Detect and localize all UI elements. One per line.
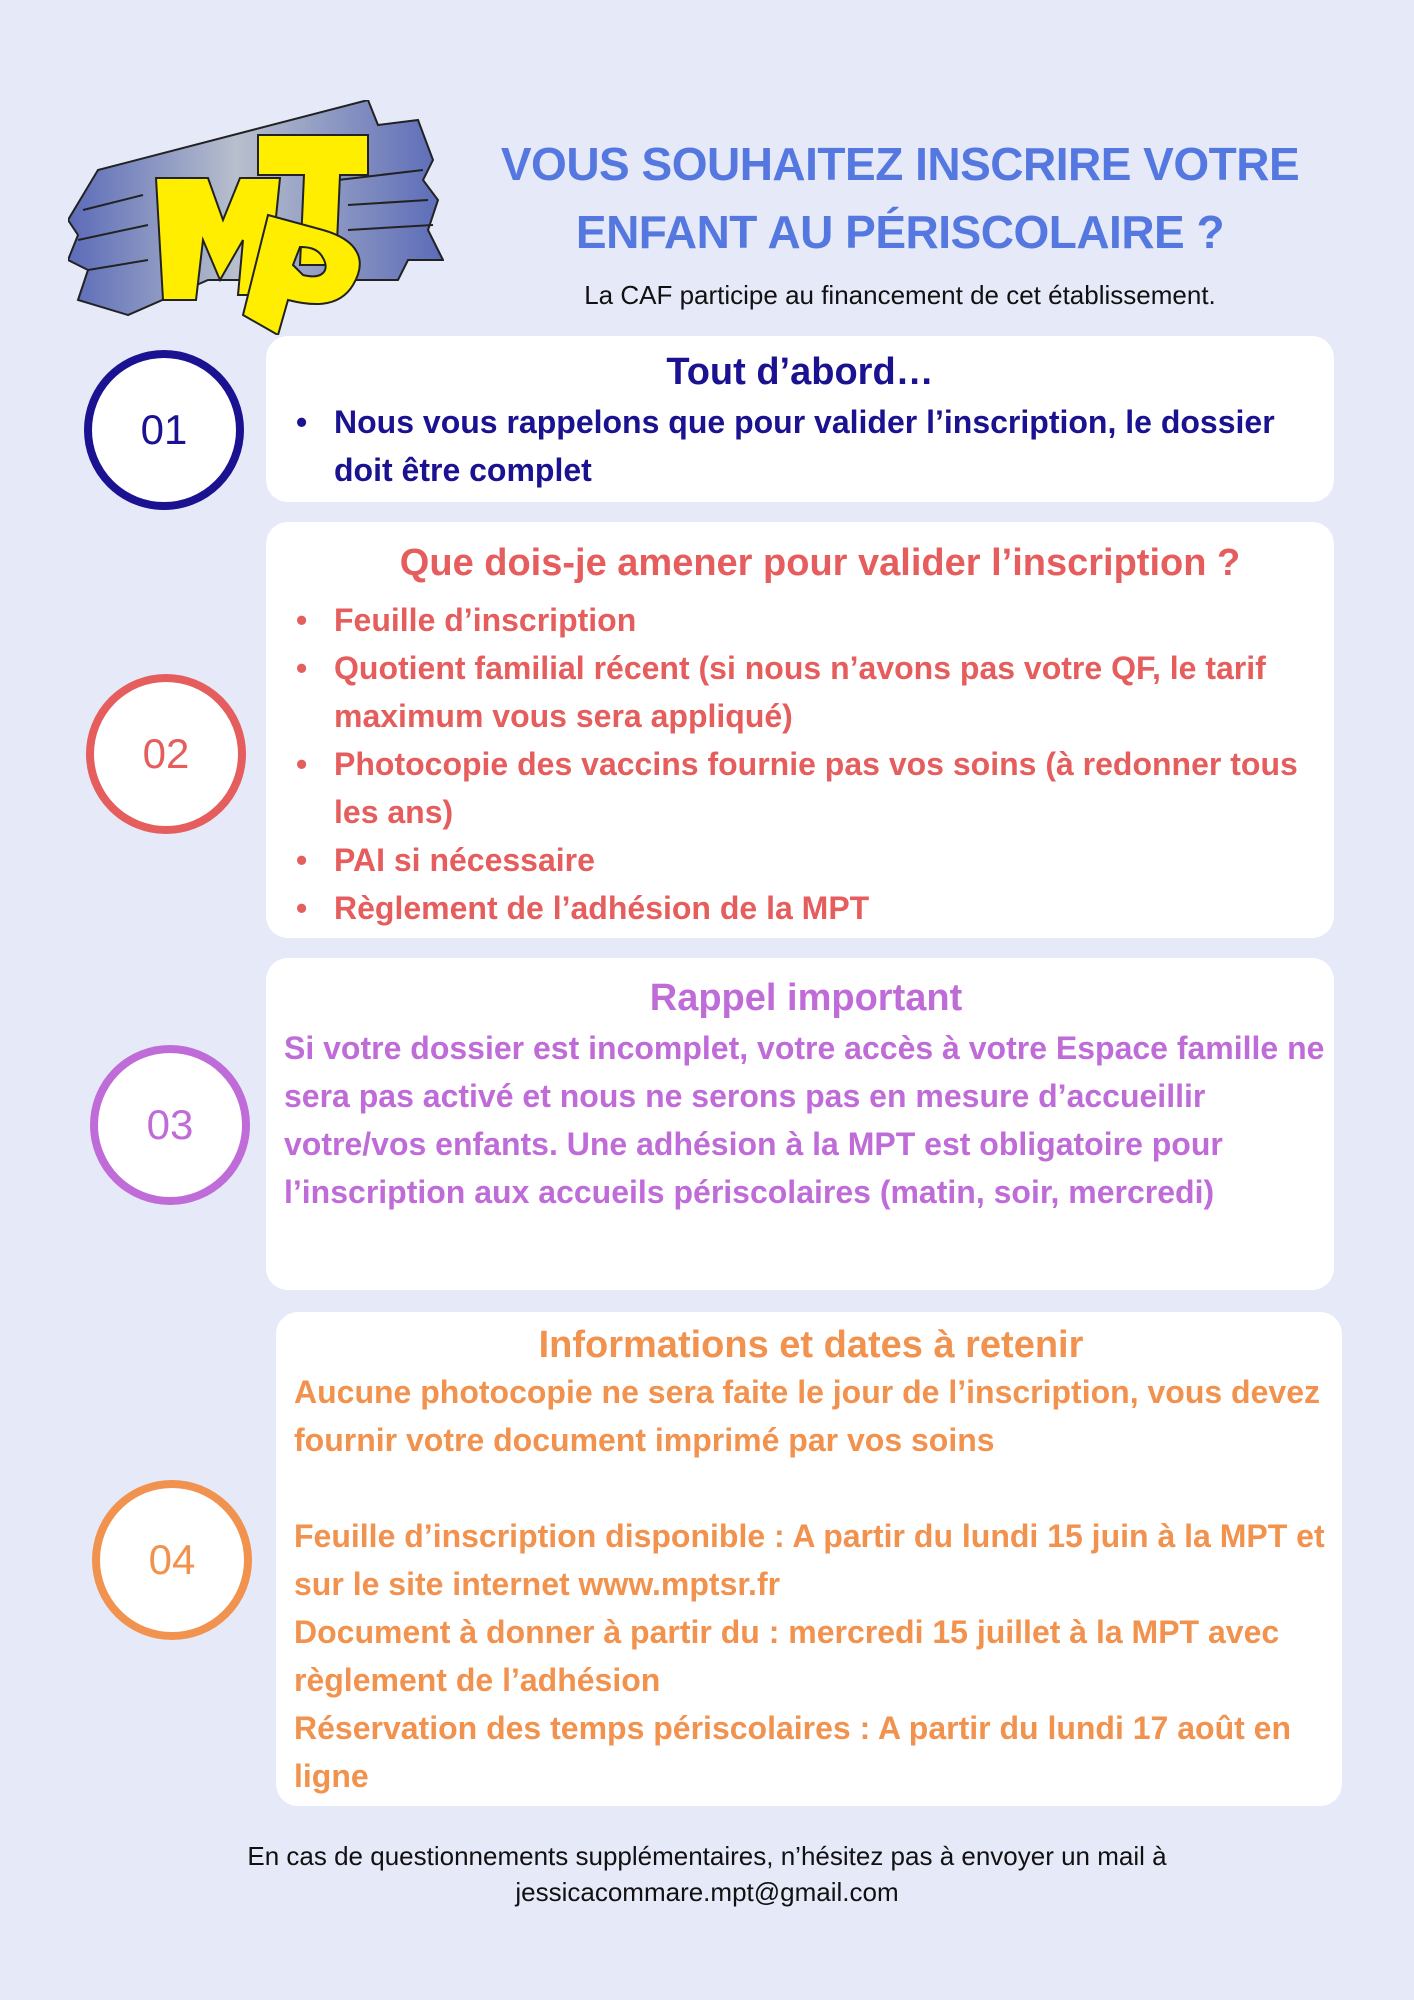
section-title: Tout d’abord… [666,351,934,393]
list-item: • Feuille d’inscription [266,596,1314,644]
section-card-rappel [266,958,1334,1290]
section-card-informations [276,1312,1342,1806]
step-number: 04 [148,1536,196,1583]
contact-footer [150,1838,1264,1910]
section-card-documents [266,522,1334,938]
contact-text: En cas de questionnements supplémentaires, n’hésitez pas à envoyer un mail à [247,1841,1167,1871]
page-title [470,130,1330,266]
list-item: • PAI si nécessaire [266,836,1314,884]
section-title: Informations et dates à retenir [538,1324,1084,1366]
step-badge-01 [84,350,244,510]
title-line-2: ENFANT AU PÉRISCOLAIRE ? [575,206,1225,258]
list-item: • Quotient familial récent (si nous n’avons pas votre QF, le tarif maximum vous sera appliqué) [266,644,1314,740]
mpt-logo-icon [68,100,444,335]
bullet-list [266,398,1314,494]
section-paragraph: Document à donner à partir du : mercredi 15 juillet à la MPT avec règlement de l’adhésion [294,1614,1280,1698]
title-line-1: VOUS SOUHAITEZ INSCRIRE VOTRE [500,138,1300,190]
section-paragraph: Feuille d’inscription disponible : A partir du lundi 15 juin à la MPT et sur le site internet www.mptsr.fr [294,1518,1325,1602]
contact-email-link[interactable]: jessicacommare.mpt@gmail.com [515,1877,899,1907]
mpt-logo [68,100,444,335]
section-title: Rappel important [649,977,963,1019]
step-number: 01 [140,406,188,453]
list-item: • Photocopie des vaccins fournie pas vos soins (à redonner tous les ans) [266,740,1314,836]
list-item: • Règlement de l’adhésion de la MPT [266,884,1314,932]
step-badge-04 [92,1480,252,1640]
step-badge-02 [86,674,246,834]
section-card-tout-dabord [266,336,1334,502]
section-title: Que dois-je amener pour valider l’inscription ? [399,542,1241,584]
section-paragraph: Si votre dossier est incomplet, votre accès à votre Espace famille ne sera pas activé et nous ne serons pas en mesure d’accueillir votre/vos enfants. Une adhésion à la MPT est obligatoire pour l’inscription aux accueils périscolaires (matin, soir, mercredi) [284,1030,1325,1210]
step-number: 03 [146,1101,194,1148]
bullet-list [266,596,1314,932]
caf-funding-note: La CAF participe au financement de cet établissement. [584,280,1216,310]
step-badge-03 [90,1045,250,1205]
step-number: 02 [142,730,190,777]
section-paragraph: Réservation des temps périscolaires : A partir du lundi 17 août en ligne [294,1710,1292,1794]
section-paragraph: Aucune photocopie ne sera faite le jour de l’inscription, vous devez fournir votre document imprimé par vos soins [294,1374,1320,1458]
list-item: • Nous vous rappelons que pour valider l’inscription, le dossier doit être complet [266,398,1314,494]
